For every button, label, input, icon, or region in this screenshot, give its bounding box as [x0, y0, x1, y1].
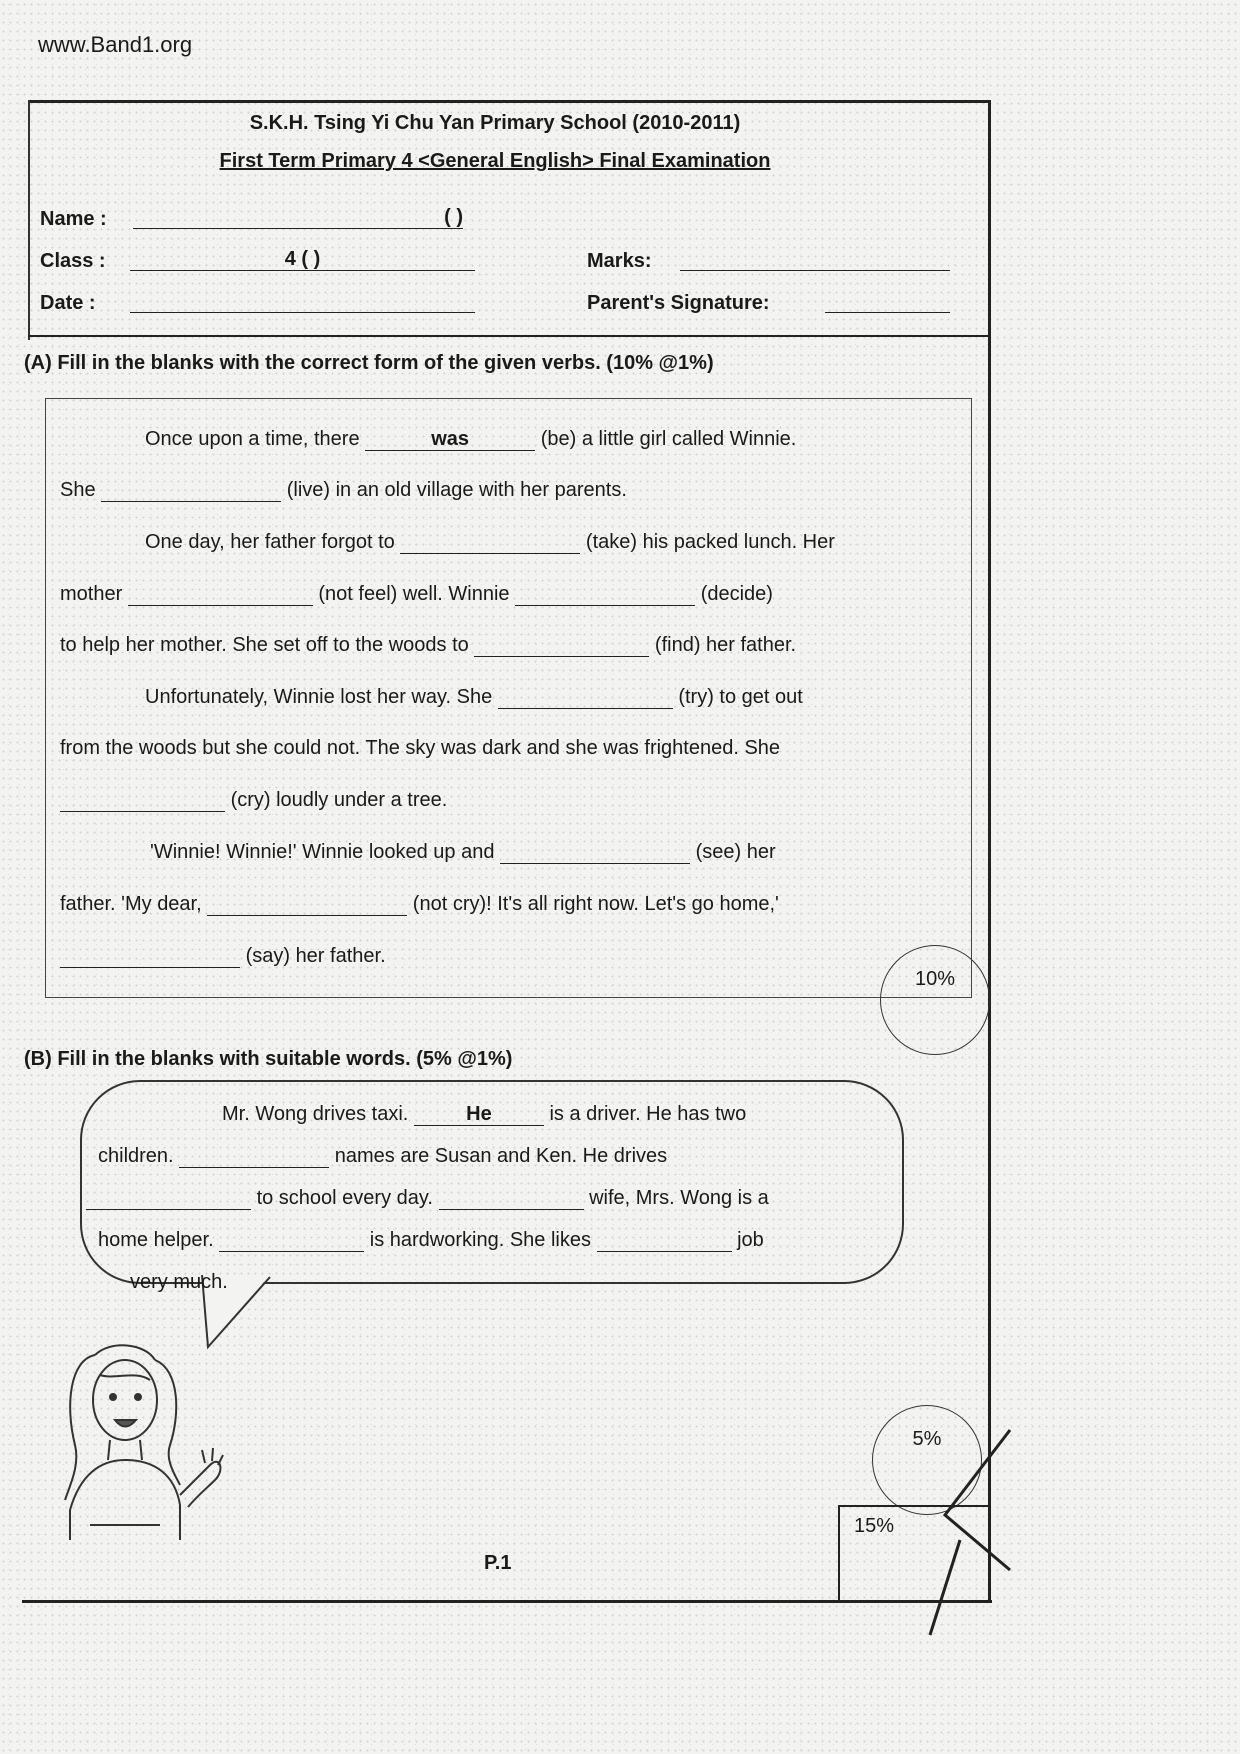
line-text: children.	[98, 1145, 174, 1167]
date-field[interactable]	[130, 290, 475, 313]
date-label: Date :	[40, 292, 96, 314]
line-text: Unfortunately, Winnie lost her way. She	[145, 686, 493, 708]
section-a-line-1	[145, 428, 796, 451]
site-watermark: www.Band1.org	[38, 32, 193, 57]
line-text: wife, Mrs. Wong is a	[589, 1187, 769, 1209]
section-a-score: 10%	[914, 968, 956, 990]
answer-blank[interactable]	[86, 1187, 251, 1210]
answer-blank[interactable]	[474, 634, 649, 657]
section-a-line-3	[145, 531, 835, 554]
line-text: names are Susan and Ken. He drives	[334, 1145, 668, 1167]
line-text: (not cry)! It's all right now. Let's go home,'	[412, 893, 779, 915]
answer-blank[interactable]	[500, 841, 690, 864]
class-field[interactable]	[130, 248, 475, 271]
section-a-line-9	[150, 841, 776, 864]
answer-blank[interactable]	[400, 531, 580, 554]
section-a-line-10	[60, 893, 779, 916]
answer-blank[interactable]	[60, 945, 240, 968]
name-bracket: ( )	[444, 206, 463, 228]
page-number: P.1	[484, 1552, 512, 1574]
line-text: (not feel) well. Winnie	[318, 583, 510, 605]
line-text: (say) her father.	[245, 945, 386, 967]
line-text: very much.	[130, 1271, 228, 1293]
line-text: (be) a little girl called Winnie.	[540, 428, 797, 450]
line-text: Once upon a time, there	[145, 428, 360, 450]
answer-blank[interactable]	[101, 479, 281, 502]
line-text: She	[60, 479, 96, 501]
section-a-score-circle	[880, 945, 990, 1055]
section-b-line-2	[98, 1145, 667, 1168]
marks-label: Marks:	[587, 250, 652, 272]
answer-blank[interactable]: He	[414, 1103, 544, 1126]
line-text: 'Winnie! Winnie!' Winnie looked up and	[150, 841, 495, 863]
answer-blank[interactable]	[498, 686, 673, 709]
total-score: 15%	[854, 1515, 895, 1537]
line-text: job	[737, 1229, 764, 1251]
answer-blank[interactable]	[597, 1229, 732, 1252]
marks-field[interactable]	[680, 248, 950, 271]
line-text: to school every day.	[256, 1187, 433, 1209]
section-a-title: (A) Fill in the blanks with the correct form of the given verbs. (10% @1%)	[24, 352, 714, 374]
line-text: (take) his packed lunch. Her	[585, 531, 835, 553]
section-a-line-6	[145, 686, 803, 709]
answer-blank[interactable]	[207, 893, 407, 916]
section-a-line-8	[60, 789, 447, 812]
line-text: Mr. Wong drives taxi.	[222, 1103, 409, 1125]
line-text: mother	[60, 583, 123, 605]
answer-blank[interactable]	[515, 583, 695, 606]
answer-blank[interactable]	[128, 583, 313, 606]
answer-blank[interactable]	[439, 1187, 584, 1210]
section-b-line-3	[86, 1187, 769, 1210]
total-score-box	[838, 1505, 990, 1602]
answer-blank[interactable]	[60, 789, 225, 812]
line-text: home helper.	[98, 1229, 214, 1251]
line-text: One day, her father forgot to	[145, 531, 395, 553]
line-text: father. 'My dear,	[60, 893, 202, 915]
school-title: S.K.H. Tsing Yi Chu Yan Primary School (2010-2011)	[249, 112, 741, 134]
name-label: Name :	[40, 208, 107, 230]
section-b-score: 5%	[912, 1428, 942, 1450]
line-text: from the woods but she could not. The sky was dark and she was frightened. She	[60, 737, 781, 759]
line-text: (cry) loudly under a tree.	[230, 789, 448, 811]
section-a-line-7	[60, 737, 780, 760]
section-a-line-11	[60, 945, 386, 968]
section-b-line-5	[130, 1271, 228, 1294]
exam-title: First Term Primary 4 <General English> Final Examination	[219, 150, 771, 172]
page-frame-left	[28, 100, 30, 340]
section-a-line-4	[60, 583, 773, 606]
class-label: Class :	[40, 250, 106, 272]
line-text: (see) her	[695, 841, 776, 863]
parent-signature-field[interactable]	[825, 290, 950, 313]
header-divider	[28, 335, 991, 337]
page-bottom-rule	[22, 1600, 992, 1603]
section-b-line-1	[222, 1103, 746, 1126]
answer-blank[interactable]: was	[365, 428, 535, 451]
line-text: (decide)	[700, 583, 773, 605]
answer-blank[interactable]	[219, 1229, 364, 1252]
section-b-line-4	[98, 1229, 764, 1252]
parent-signature-label: Parent's Signature:	[587, 292, 770, 314]
line-text: (try) to get out	[678, 686, 803, 708]
name-field[interactable]	[133, 206, 463, 229]
line-text: is a driver. He has two	[549, 1103, 747, 1125]
line-text: is hardworking. She likes	[369, 1229, 591, 1251]
section-a-line-2	[60, 479, 627, 502]
section-a-line-5	[60, 634, 796, 657]
line-text: (live) in an old village with her parents.	[286, 479, 627, 501]
class-value: 4 ( )	[284, 248, 321, 270]
line-text: to help her mother. She set off to the woods to	[60, 634, 469, 656]
answer-blank[interactable]	[179, 1145, 329, 1168]
line-text: (find) her father.	[654, 634, 797, 656]
girl-illustration	[30, 1335, 230, 1540]
section-b-title: (B) Fill in the blanks with suitable words. (5% @1%)	[24, 1048, 513, 1070]
